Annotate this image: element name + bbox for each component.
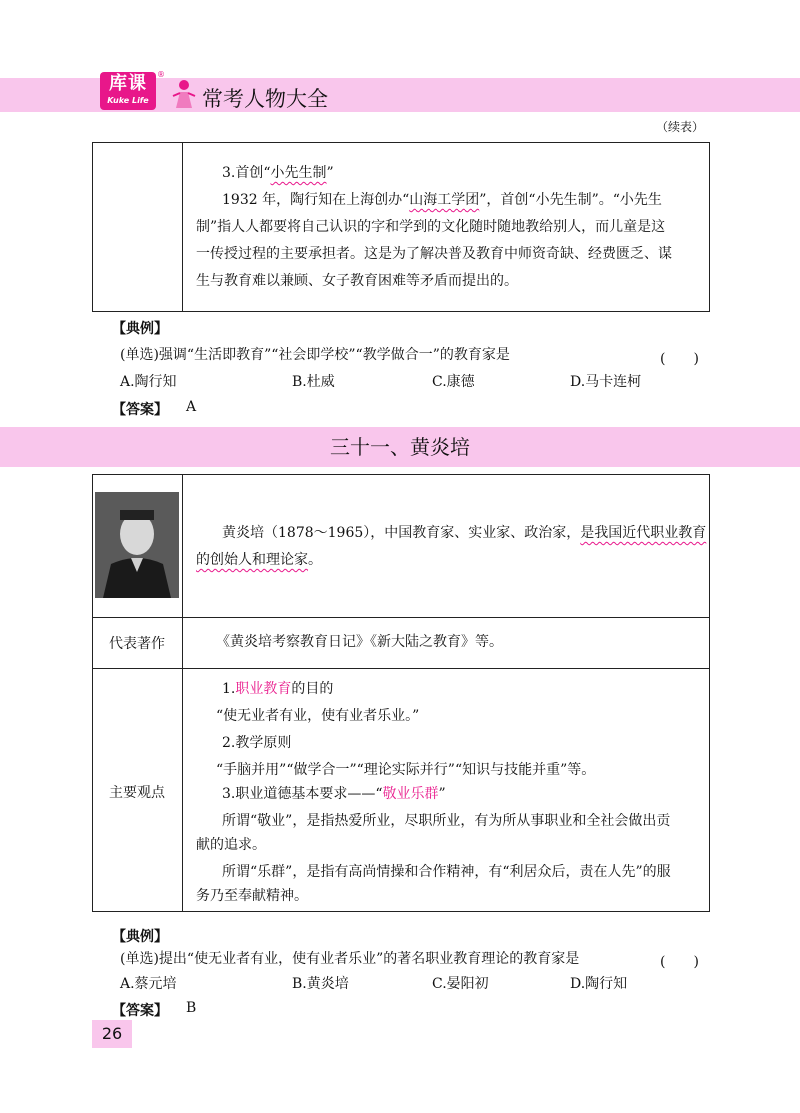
huang-table-divider — [182, 474, 183, 912]
works-label: 代表著作 — [109, 636, 165, 652]
example1-answer-paren: ( ) — [660, 351, 699, 367]
example1-answer-label: 【答案】 — [112, 402, 168, 418]
view3-line-2: 献的追求。 — [196, 837, 266, 853]
tao-table-divider — [182, 142, 183, 312]
page-number: 26 — [92, 1020, 132, 1048]
example1-option-a: A.陶行知 — [120, 374, 177, 390]
example2-option-d: D.陶行知 — [570, 976, 628, 992]
view1-quote: “使无业者有业，使有业者乐业。” — [216, 708, 420, 724]
example2-option-a: A.蔡元培 — [120, 976, 177, 992]
mascot-icon — [170, 78, 198, 110]
example1-option-c: C.康德 — [432, 374, 475, 390]
page-title: 常考人物大全 — [202, 87, 328, 111]
brand-logo — [100, 72, 156, 110]
huang-intro-line-2: 的创始人和理论家。 — [196, 552, 322, 568]
huang-row-line-2 — [92, 668, 710, 669]
tao-line-4: 生与教育难以兼顾、女子教育困难等矛盾而提出的。 — [196, 273, 518, 289]
view3-line-3: 所谓“乐群”，是指有高尚情操和合作精神，有“利居众后，责在人先”的服 — [222, 864, 671, 880]
logo-main-text: 库课 — [109, 73, 147, 94]
views-label: 主要观点 — [109, 785, 165, 801]
example2-answer: B — [186, 1000, 197, 1016]
example1-answer: A — [186, 399, 197, 415]
works-text: 《黄炎培考察教育日记》《新大陆之教育》等。 — [216, 634, 503, 650]
example1-option-b: B.杜威 — [292, 374, 335, 390]
section-title: 三十一、黄炎培 — [330, 435, 470, 459]
registered-mark: ® — [157, 70, 165, 79]
portrait-photo — [95, 492, 179, 598]
portrait-figure-icon — [95, 492, 179, 598]
example2-label: 【典例】 — [112, 929, 168, 945]
view3-title: 3.职业道德基本要求——“敬业乐群” — [222, 786, 446, 802]
huang-intro-line-1: 黄炎培（1878～1965），中国教育家、实业家、政治家，是我国近代职业教育 — [222, 525, 707, 541]
example1-label: 【典例】 — [112, 321, 168, 337]
example2-option-c: C.晏阳初 — [432, 976, 489, 992]
tao-line-1: 1932 年，陶行知在上海创办“山海工学团”，首创“小先生制”。“小先生 — [222, 192, 662, 208]
example1-option-d: D.马卡连柯 — [570, 374, 642, 390]
example2-question: (单选)提出“使无业者有业，使有业者乐业”的著名职业教育理论的教育家是 — [120, 951, 580, 967]
huang-row-line-1 — [92, 617, 710, 618]
view3-line-1: 所谓“敬业”，是指热爱所业，尽职所业，有为所从事职业和全社会做出贡 — [222, 813, 671, 829]
continuation-label: （续表） — [656, 120, 705, 134]
example2-option-b: B.黄炎培 — [292, 976, 349, 992]
tao-item-title: 3.首创“小先生制” — [222, 165, 334, 181]
tao-line-3: 一传授过程的主要承担者。这是为了解决普及教育中师资奇缺、经费匮乏、谋 — [196, 246, 672, 262]
logo-sub-text: Kuke Life — [107, 96, 149, 105]
example1-question: (单选)强调“生活即教育”“社会即学校”“教学做合一”的教育家是 — [120, 347, 510, 363]
view2-title: 2.教学原则 — [222, 735, 292, 751]
example2-answer-paren: ( ) — [660, 954, 699, 970]
view2-text: “手脑并用”“做学合一”“理论实际并行”“知识与技能并重”等。 — [216, 762, 596, 778]
view1-title: 1.职业教育的目的 — [222, 681, 334, 697]
tao-line-2: 制”指人人都要将自己认识的字和学到的文化随时随地教给别人，而儿童是这 — [196, 219, 666, 235]
example2-answer-label: 【答案】 — [112, 1003, 168, 1019]
view3-line-4: 务乃至奉献精神。 — [196, 888, 308, 904]
